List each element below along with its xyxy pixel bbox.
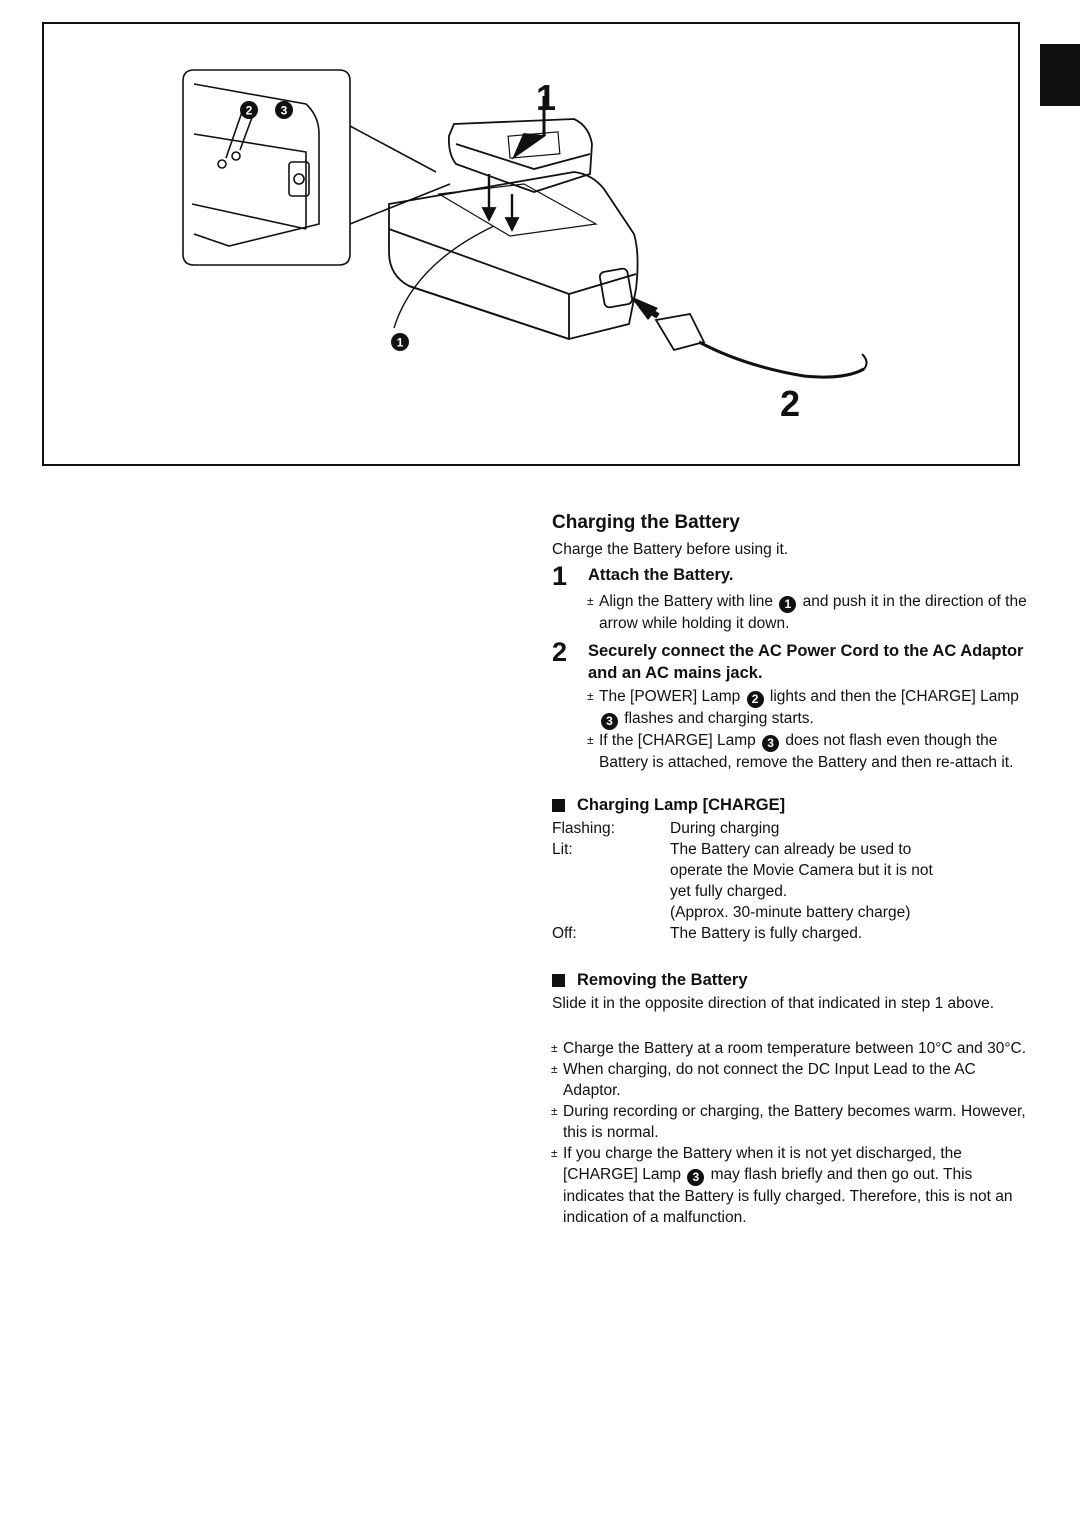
step-2-bullet-2: ± If the [CHARGE] Lamp 3 does not flash even though the Battery is attached, remove the Battery and then re-attach it.: [588, 730, 1030, 773]
table-row: Lit: The Battery can already be used to operate the Movie Camera but it is not yet fully charged. (Approx. 30-minute battery charge): [552, 841, 933, 921]
ref-badge: 3: [687, 1169, 704, 1186]
callout-2-label: 2: [245, 103, 253, 118]
callout-leader-line: [394, 226, 494, 328]
note-item: ± When charging, do not connect the DC Input Lead to the AC Adaptor.: [552, 1059, 1030, 1101]
charger-illustration: [42, 22, 1020, 466]
step-2-bullets: [588, 686, 1030, 773]
note-item: ± If you charge the Battery when it is not yet discharged, the [CHARGE] Lamp 3 may flash briefly and then go out. This indicates that the Battery is fully charged. Therefore, this is not an indication of a malfunction.: [552, 1143, 1030, 1228]
charging-lamp-heading: Charging Lamp [CHARGE]: [552, 795, 1030, 816]
charger-drawing: [44, 24, 1022, 468]
callout-3: [275, 101, 293, 119]
ac-adaptor: [389, 172, 638, 339]
step-2-number: 2: [552, 637, 568, 667]
notes-list: [552, 1038, 1030, 1228]
step-2: [552, 637, 1030, 684]
table-row: Flashing: During charging: [552, 820, 780, 837]
ac-power-cord: [630, 296, 867, 377]
charging-section: [552, 512, 1030, 1234]
callout-3-label: 3: [280, 103, 288, 118]
ref-badge: 1: [779, 596, 796, 613]
step-2-bullet-1: ± The [POWER] Lamp 2 lights and then the [CHARGE] Lamp 3 flashes and charging starts.: [588, 686, 1030, 730]
step-1-title: Attach the Battery.: [588, 566, 734, 584]
step-1: [552, 561, 1030, 591]
charging-lamp-table: [552, 818, 933, 944]
callout-2: [240, 101, 258, 119]
step-label-1: 1: [536, 77, 557, 118]
note-item: ± Charge the Battery at a room temperature between 10°C and 30°C.: [552, 1038, 1030, 1059]
removing-text: Slide it in the opposite direction of that indicated in step 1 above.: [552, 995, 995, 1012]
section-intro: Charge the Battery before using it.: [552, 541, 789, 558]
table-row: Off: The Battery is fully charged.: [552, 925, 863, 942]
step-label-2: 2: [780, 383, 801, 424]
section-title: Charging the Battery: [552, 512, 740, 533]
ref-badge: 3: [762, 735, 779, 752]
step-1-bullet: ± Align the Battery with line 1 and push it in the direction of the arrow while holding it down.: [588, 591, 1030, 634]
ref-badge: 2: [747, 691, 764, 708]
step-1-number: 1: [552, 561, 568, 591]
step-2-title: Securely connect the AC Power Cord to the AC Adaptor and an AC mains jack.: [588, 642, 1024, 682]
removing-heading: Removing the Battery: [552, 970, 1030, 991]
section-tab-marker: [1040, 44, 1080, 106]
ref-badge: 3: [601, 713, 618, 730]
step-1-bullets: [588, 591, 1030, 634]
square-bullet-icon: [552, 799, 565, 812]
callout-1: [391, 333, 409, 351]
callout-1-label: 1: [396, 335, 404, 350]
note-item: ± During recording or charging, the Battery becomes warm. However, this is normal.: [552, 1101, 1030, 1143]
square-bullet-icon: [552, 974, 565, 987]
